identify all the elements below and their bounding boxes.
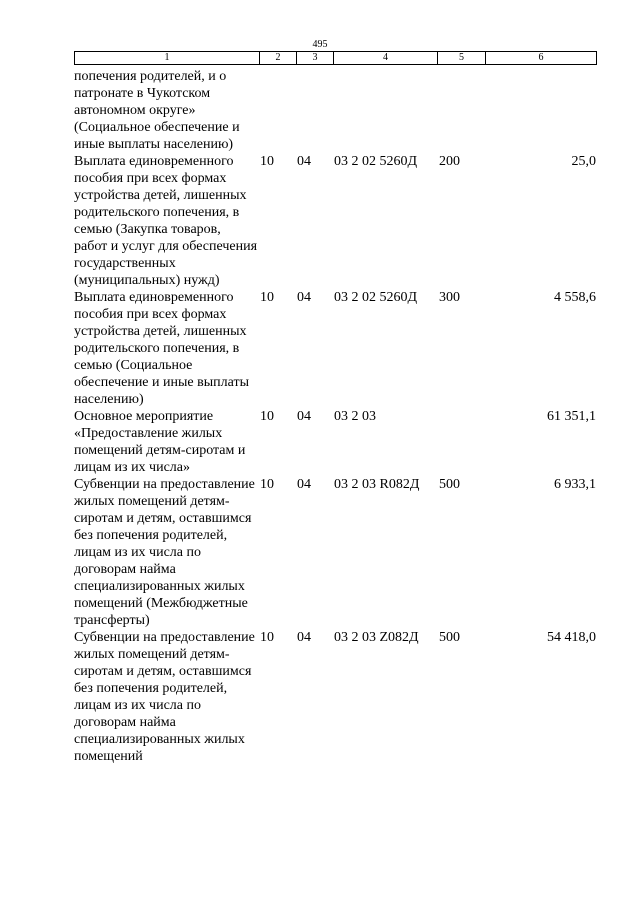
column-header-6: 6 [486, 52, 597, 65]
row-name-cell: Основное мероприятие «Предоставление жилых помещений детям-сиротам и лицам из их числа» [74, 409, 246, 475]
section-code-cell: 10 [260, 630, 274, 645]
target-article-cell: 03 2 03 Z082Д [334, 630, 419, 645]
expense-type-cell: 500 [439, 630, 460, 645]
subsection-code-cell: 04 [297, 290, 311, 305]
subsection-code-cell: 04 [297, 154, 311, 169]
section-code-cell: 10 [260, 477, 274, 492]
expense-type-cell [437, 408, 485, 476]
table-row [74, 629, 596, 765]
table-row [74, 476, 596, 629]
expense-type-cell: 200 [439, 154, 460, 169]
column-header-3: 3 [297, 52, 334, 65]
target-article-cell: 03 2 02 5260Д [334, 290, 418, 305]
table-row [74, 408, 596, 476]
section-code-cell: 10 [260, 409, 274, 424]
amount-cell: 6 933,1 [554, 477, 596, 492]
row-name-cell: Выплата единовременного пособия при всех формах устройства детей, лишенных родительского попечения, в семью (Социальное обеспечение и иные выплаты населению) [74, 290, 249, 407]
budget-table [74, 68, 596, 765]
subsection-code-cell [296, 68, 333, 153]
column-header-5: 5 [438, 52, 486, 65]
target-article-cell [333, 68, 437, 153]
table-row [74, 68, 596, 153]
column-header-row [75, 52, 597, 65]
amount-cell: 54 418,0 [547, 630, 596, 645]
table-row [74, 153, 596, 289]
expense-type-cell: 300 [439, 290, 460, 305]
target-article-cell: 03 2 02 5260Д [334, 154, 418, 169]
column-header-4: 4 [334, 52, 438, 65]
target-article-cell: 03 2 03 [334, 409, 376, 424]
section-code-cell: 10 [260, 290, 274, 305]
table-row [74, 289, 596, 408]
subsection-code-cell: 04 [297, 630, 311, 645]
column-header-table [74, 51, 597, 65]
column-header-2: 2 [260, 52, 297, 65]
section-code-cell [259, 68, 296, 153]
page-number: 495 [312, 39, 328, 50]
amount-cell: 25,0 [571, 154, 596, 169]
subsection-code-cell: 04 [297, 409, 311, 424]
row-name-cell: Субвенции на предоставление жилых помещений детям-сиротам и детям, оставшимся без попечения родителей, лицам из их числа по договорам найма специализированных жилых помещений (Межбюджетные трансферты) [74, 477, 255, 628]
subsection-code-cell: 04 [297, 477, 311, 492]
section-code-cell: 10 [260, 154, 274, 169]
column-header-1: 1 [75, 52, 260, 65]
expense-type-cell [437, 68, 485, 153]
expense-type-cell: 500 [439, 477, 460, 492]
target-article-cell: 03 2 03 R082Д [334, 477, 420, 492]
row-name-cell: Субвенции на предоставление жилых помещений детям-сиротам и детям, оставшимся без попечения родителей, лицам из их числа по договорам найма специализированных жилых помещений [74, 630, 255, 764]
row-name-cell: попечения родителей, и о патронате в Чукотском автономном округе» (Социальное обеспечение и иные выплаты населению) [74, 69, 240, 152]
amount-cell: 61 351,1 [547, 409, 596, 424]
amount-cell [485, 68, 596, 153]
row-name-cell: Выплата единовременного пособия при всех формах устройства детей, лишенных родительского попечения, в семью (Закупка товаров, работ и услуг для обеспечения государственных (муниципальных) нужд) [74, 154, 258, 288]
amount-cell: 4 558,6 [554, 290, 596, 305]
